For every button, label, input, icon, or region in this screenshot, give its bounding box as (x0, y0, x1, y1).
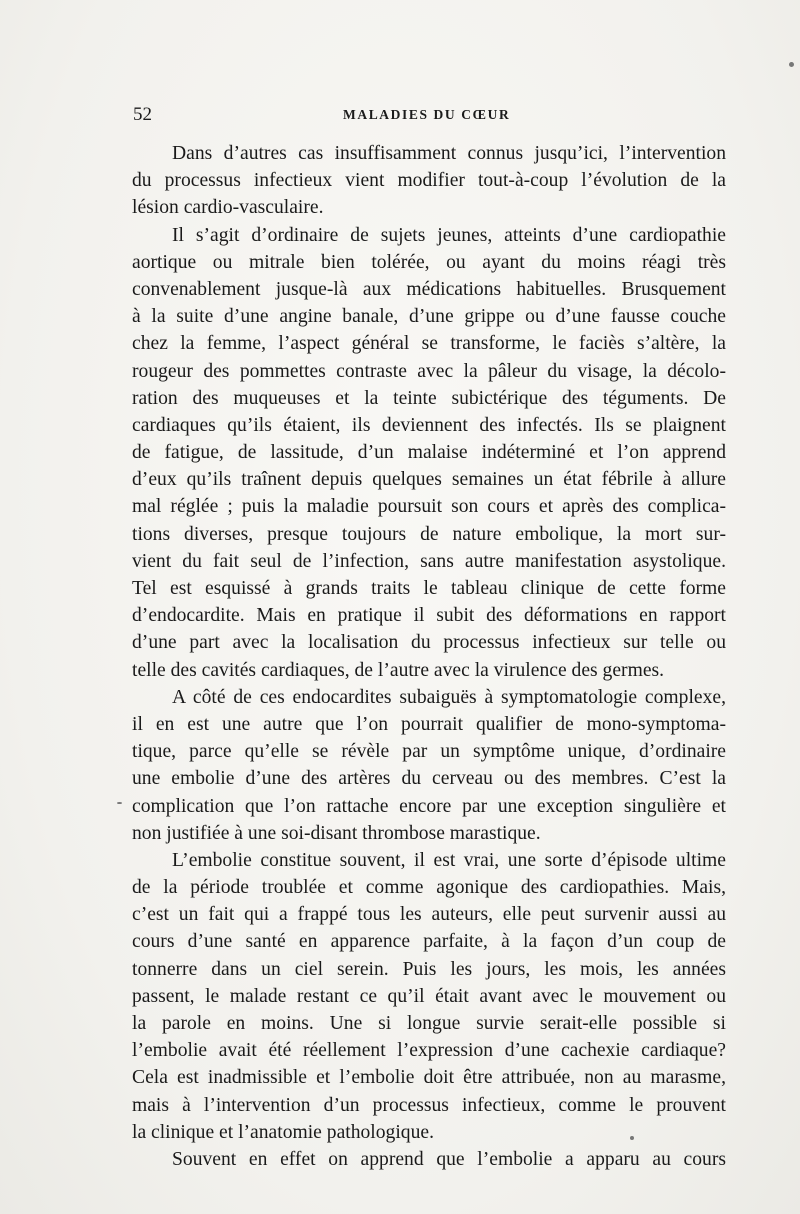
text-line: vient du fait seul de l’infection, sans autre manifestation asystolique. (132, 550, 726, 572)
print-speck (630, 1136, 634, 1140)
print-speck (789, 62, 794, 67)
text-line: du processus infectieux vient modifier tout-à-coup l’évolution de la (132, 170, 726, 192)
text-line: tonnerre dans un ciel serein. Puis les jours, les mois, les années (132, 958, 726, 980)
text-line: ration des muqueuses et la teinte subictérique des téguments. De (132, 387, 726, 409)
text-line: Souvent en effet on apprend que l’embolie a apparu au cours (172, 1148, 726, 1170)
text-line: aortique ou mitrale bien tolérée, ou ayant du moins réagi très (132, 251, 726, 273)
text-line: Il s’agit d’ordinaire de sujets jeunes, atteints d’une cardiopathie (172, 224, 726, 246)
text-line: à la suite d’une angine banale, d’une grippe ou d’une fausse couche (132, 306, 726, 328)
text-line: L’embolie constitue souvent, il est vrai, une sorte d’épisode ultime (172, 849, 726, 871)
text-line: cours d’une santé en apparence parfaite, à la façon d’un coup de (132, 931, 726, 953)
paragraph (132, 1146, 726, 1173)
text-line: il en est une autre que l’on pourrait qualifier de mono-symptoma- (132, 713, 726, 735)
text-line: convenablement jusque-là aux médications habituelles. Brusquement (132, 278, 726, 300)
text-line: de fatigue, de lassitude, d’un malaise indéterminé et l’on apprend (132, 442, 726, 464)
text-line: telle des cavités cardiaques, de l’autre avec la virulence des germes. (132, 659, 665, 681)
text-line: d’eux qu’ils traînent depuis quelques semaines un état fébrile à allure (132, 469, 726, 491)
text-line: non justifiée à une soi-disant thrombose marastique. (132, 822, 541, 844)
text-line: A côté de ces endocardites subaiguës à symptomatologie complexe, (172, 686, 726, 708)
text-line: la clinique et l’anatomie pathologique. (132, 1121, 434, 1143)
text-line: une embolie d’une des artères du cerveau ou des membres. C’est la (132, 768, 726, 790)
page-number: 52 (133, 104, 152, 125)
text-line: mal réglée ; puis la maladie poursuit son cours et après des complica- (132, 496, 726, 518)
text-line: d’endocardite. Mais en pratique il subit des déformations en rapport (132, 605, 726, 627)
paragraph (132, 684, 726, 847)
text-line: cardiaques qu’ils étaient, ils deviennent des infectés. Ils se plaignent (132, 414, 726, 436)
text-line: complication que l’on rattache encore par une exception singulière et (132, 795, 726, 817)
text-line: Cela est inadmissible et l’embolie doit être attribuée, non au marasme, (132, 1067, 726, 1089)
running-head (133, 104, 733, 128)
text-line: d’une part avec la localisation du processus infectieux sur telle ou (132, 632, 726, 654)
text-line: tique, parce qu’elle se révèle par un symptôme unique, d’ordinaire (132, 741, 726, 763)
text-line: lésion cardio-vasculaire. (132, 197, 324, 219)
print-speck (117, 802, 122, 804)
text-line: chez la femme, l’aspect général se transforme, le faciès s’altère, la (132, 333, 726, 355)
text-line: mais à l’intervention d’un processus infectieux, comme le prouvent (132, 1094, 726, 1116)
text-line: rougeur des pommettes contraste avec la pâleur du visage, la décolo- (132, 360, 726, 382)
text-line: l’embolie avait été réellement l’expression d’une cachexie cardiaque? (132, 1040, 726, 1062)
text-line: c’est un fait qui a frappé tous les auteurs, elle peut survenir aussi au (132, 904, 726, 926)
text-line: Dans d’autres cas insuffisamment connus jusqu’ici, l’intervention (172, 143, 726, 164)
text-line: la parole en moins. Une si longue survie serait-elle possible si (132, 1013, 726, 1034)
paragraph (132, 222, 726, 684)
text-line: passent, le malade restant ce qu’il était avant avec le mouvement ou (132, 985, 726, 1007)
text-line: tions diverses, presque toujours de nature embolique, la mort sur- (132, 523, 726, 545)
running-title: MALADIES DU CŒUR (343, 107, 511, 122)
text-line: de la période troublée et comme agonique des cardiopathies. Mais, (132, 877, 726, 899)
paragraph (132, 847, 726, 1146)
paragraph (132, 140, 726, 222)
text-line: Tel est esquissé à grands traits le tableau clinique de cette forme (132, 578, 726, 599)
body-text (132, 140, 726, 1173)
